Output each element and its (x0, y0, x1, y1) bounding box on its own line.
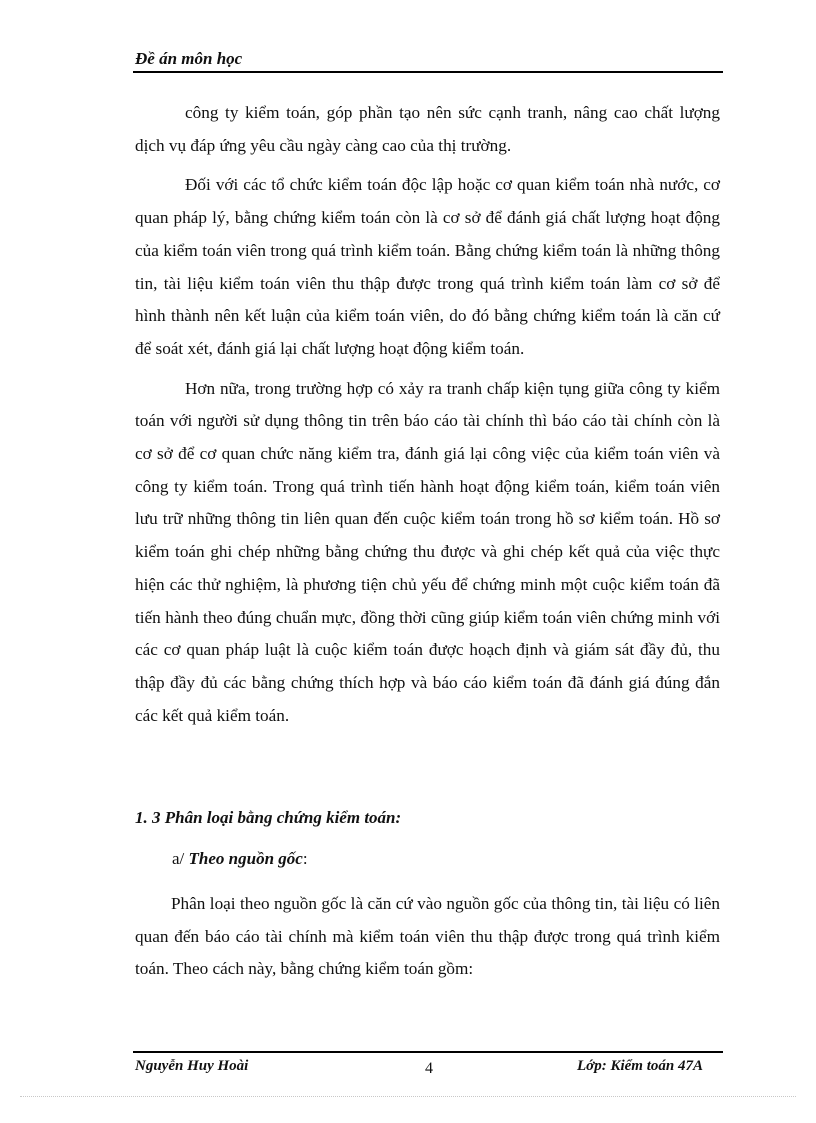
paragraph: Phân loại theo nguồn gốc là căn cứ vào nguồn gốc của thông tin, tài liệu có liên quan đến báo cáo tài chính mà kiểm toán viên thu thập được trong quá trình kiểm toán. Theo cách này, bằng chứng kiểm toán gồm: (135, 894, 720, 979)
body-text-continued (135, 888, 720, 986)
document-header-title: Đề án môn học (135, 49, 243, 68)
header-rule (133, 71, 723, 73)
footer-author: Nguyễn Huy Hoài (135, 1058, 249, 1074)
subsection-title: Theo nguồn gốc (188, 849, 303, 868)
subsection-prefix: a/ (172, 849, 185, 868)
paragraph: Đối với các tổ chức kiểm toán độc lập hoặc cơ quan kiểm toán nhà nước, cơ quan pháp lý, bằng chứng kiểm toán còn là cơ sở để đánh giá chất lượng hoạt động của kiểm toán viên trong quá trình kiểm toán. Bằng chứng kiểm toán là những thông tin, tài liệu kiểm toán viên thu thập được trong quá trình kiểm toán làm cơ sở để hình thành nên kết luận của kiểm toán viên, do đó bằng chứng kiểm toán là căn cứ để soát xét, đánh giá lại chất lượng hoạt động kiểm toán. (135, 175, 720, 358)
body-text (135, 97, 720, 732)
page-number: 4 (425, 1060, 433, 1077)
subsection-suffix: : (302, 849, 308, 868)
footer-class: Lớp: Kiểm toán 47A (577, 1058, 703, 1074)
paragraph: Hơn nữa, trong trường hợp có xảy ra tranh chấp kiện tụng giữa công ty kiểm toán với người sử dụng thông tin trên báo cáo tài chính thì báo cáo tài chính còn là cơ sở để cơ quan chức năng kiểm tra, đánh giá lại công việc của kiểm toán viên và công ty kiểm toán. Trong quá trình tiến hành hoạt động kiểm toán, kiểm toán viên lưu trữ những thông tin liên quan đến cuộc kiểm toán trong hồ sơ kiểm toán. Hồ sơ kiểm toán ghi chép những bằng chứng thu được và ghi chép kết quả của việc thực hiện các thử nghiệm, là phương tiện chủ yếu để chứng minh một cuộc kiểm toán đã tiến hành theo đúng chuẩn mực, đồng thời cũng giúp kiểm toán viên chứng minh với các cơ quan pháp luật là cuộc kiểm toán được hoạch định và giám sát đầy đủ, thu thập đầy đủ các bằng chứng thích hợp và báo cáo kiểm toán đã đánh giá đúng đắn các kết quả kiểm toán. (135, 378, 720, 725)
section-heading: 1. 3 Phân loại bằng chứng kiểm toán: (135, 808, 402, 827)
page-edge-divider (20, 1096, 796, 1097)
subsection-heading (172, 849, 308, 869)
paragraph: công ty kiểm toán, góp phần tạo nên sức cạnh tranh, nâng cao chất lượng dịch vụ đáp ứng yêu cầu ngày càng cao của thị trường. (135, 103, 720, 155)
footer-rule (133, 1051, 723, 1053)
